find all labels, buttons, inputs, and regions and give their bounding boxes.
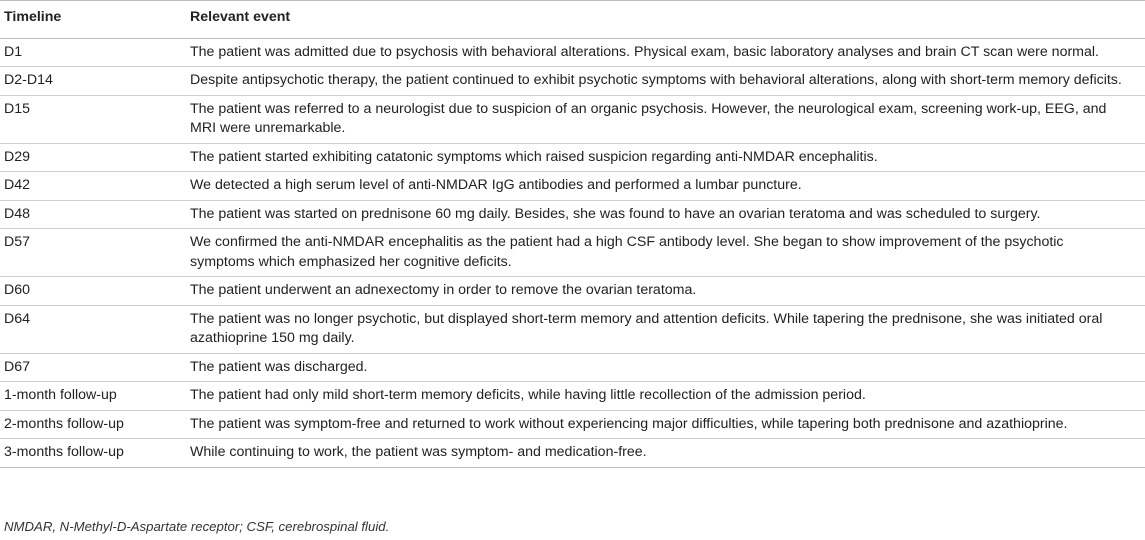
- cell-event: We detected a high serum level of anti-NMDAR IgG antibodies and performed a lumbar puncture.: [184, 172, 1145, 201]
- header-timeline: Timeline: [0, 1, 184, 39]
- cell-event: The patient was admitted due to psychosis with behavioral alterations. Physical exam, basic laboratory analyses and brain CT scan were normal.: [184, 38, 1145, 67]
- cell-timeline: D15: [0, 95, 184, 143]
- cell-event: The patient was referred to a neurologist due to suspicion of an organic psychosis. However, the neurological exam, screening work-up, EEG, and MRI were unremarkable.: [184, 95, 1145, 143]
- cell-timeline: 3-months follow-up: [0, 439, 184, 468]
- table-row: [0, 353, 1145, 382]
- cell-event: We confirmed the anti-NMDAR encephalitis as the patient had a high CSF antibody level. She began to show improvement of the psychotic symptoms which emphasized her cognitive deficits.: [184, 229, 1145, 277]
- cell-timeline: D64: [0, 305, 184, 353]
- header-row: [0, 1, 1145, 39]
- table-row: [0, 305, 1145, 353]
- cell-timeline: D29: [0, 143, 184, 172]
- table-footnote: NMDAR, N-Methyl-D-Aspartate receptor; CSF, cerebrospinal fluid.: [4, 519, 390, 534]
- table-row: [0, 229, 1145, 277]
- table-row: [0, 410, 1145, 439]
- cell-timeline: D2-D14: [0, 67, 184, 96]
- cell-event: The patient was symptom-free and returned to work without experiencing major difficulties, while tapering both prednisone and azathioprine.: [184, 410, 1145, 439]
- cell-event: The patient had only mild short-term memory deficits, while having little recollection of the admission period.: [184, 382, 1145, 411]
- cell-timeline: 1-month follow-up: [0, 382, 184, 411]
- table-row: [0, 172, 1145, 201]
- table-row: [0, 200, 1145, 229]
- cell-event: The patient started exhibiting catatonic symptoms which raised suspicion regarding anti-NMDAR encephalitis.: [184, 143, 1145, 172]
- cell-timeline: D67: [0, 353, 184, 382]
- table-row: [0, 38, 1145, 67]
- cell-timeline: D48: [0, 200, 184, 229]
- cell-event: The patient was no longer psychotic, but displayed short-term memory and attention deficits. While tapering the prednisone, she was initiated oral azathioprine 150 mg daily.: [184, 305, 1145, 353]
- cell-event: The patient was started on prednisone 60 mg daily. Besides, she was found to have an ovarian teratoma and was scheduled to surgery.: [184, 200, 1145, 229]
- cell-event: The patient underwent an adnexectomy in order to remove the ovarian teratoma.: [184, 277, 1145, 306]
- cell-timeline: D57: [0, 229, 184, 277]
- cell-event: While continuing to work, the patient was symptom- and medication-free.: [184, 439, 1145, 468]
- cell-event: The patient was discharged.: [184, 353, 1145, 382]
- cell-event: Despite antipsychotic therapy, the patient continued to exhibit psychotic symptoms with behavioral alterations, along with short-term memory deficits.: [184, 67, 1145, 96]
- table-row: [0, 382, 1145, 411]
- cell-timeline: D60: [0, 277, 184, 306]
- table-row: [0, 439, 1145, 468]
- cell-timeline: D1: [0, 38, 184, 67]
- table-row: [0, 67, 1145, 96]
- cell-timeline: 2-months follow-up: [0, 410, 184, 439]
- cell-timeline: D42: [0, 172, 184, 201]
- header-relevant-event: Relevant event: [184, 1, 1145, 39]
- table-header: [0, 1, 1145, 39]
- table-row: [0, 143, 1145, 172]
- table-body: [0, 38, 1145, 467]
- table-row: [0, 277, 1145, 306]
- table-row: [0, 95, 1145, 143]
